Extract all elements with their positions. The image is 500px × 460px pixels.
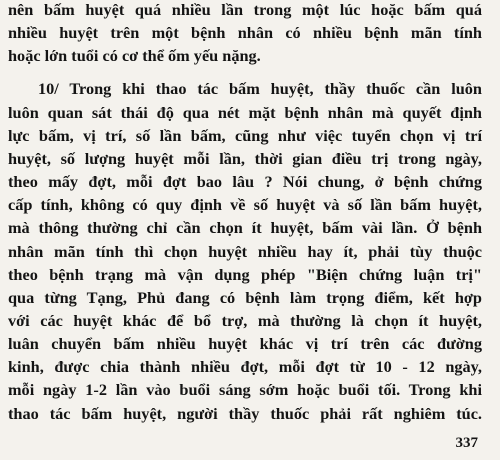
text-line-9: cấp tính, không có quy định về số huyệt và số lần bấm huyệt, [8,195,482,214]
text-line-12: theo bệnh trạng mà vận dụng phép "Biện chứng luận trị" [8,265,482,284]
text-line-6: lực bấm, vị trí, số lần bấm, cũng như việc tuyển chọn vị trí [8,126,482,145]
text-line-18: thao tác bấm huyệt, người thầy thuốc phải rất nghiêm túc. [8,404,482,423]
text-line-7: huyệt, số lượng huyệt mỗi lần, thời gian điều trị trong ngày, [8,149,482,168]
text-line-13: qua từng Tạng, Phủ đang có bệnh làm trọng điểm, kết hợp [8,288,482,307]
text-line-2: nhiều huyệt trên một bệnh nhân có nhiều bệnh mãn tính [8,23,482,42]
text-line-8: theo mấy đợt, mỗi đợt bao lâu ? Nói chung, ở bệnh chứng [8,172,482,191]
text-line-17: mỗi ngày 1-2 lần vào buổi sáng sớm hoặc buổi tối. Trong khi [8,380,482,399]
text-line-15: luân chuyển bấm nhiều huyệt khác vị trí trên các đường [8,334,482,353]
text-line-14: với các huyệt khác để bổ trợ, mà thường là chọn ít huyệt, [8,311,482,330]
text-line-16: kinh, được chia thành nhiều đợt, mỗi đợt từ 10 - 12 ngày, [8,357,482,376]
text-line-5: luôn quan sát thái độ qua nét mặt bệnh nhân mà quyết định [8,103,482,122]
text-line-4: 10/ Trong khi thao tác bấm huyệt, thầy thuốc cần luôn [38,79,482,98]
text-line-1: nên bấm huyệt quá nhiều lần trong một lúc hoặc bấm quá [8,0,482,19]
text-line-10: mà thông thường chỉ cần chọn ít huyệt, bấm vài lần. Ở bệnh [8,218,482,237]
text-line-3: hoặc lớn tuổi có cơ thể ốm yếu nặng. [8,46,261,65]
page-number: 337 [455,435,478,451]
text-line-11: nhân mãn tính thì chọn huyệt nhiều hay ít, phải tùy thuộc [8,242,482,261]
